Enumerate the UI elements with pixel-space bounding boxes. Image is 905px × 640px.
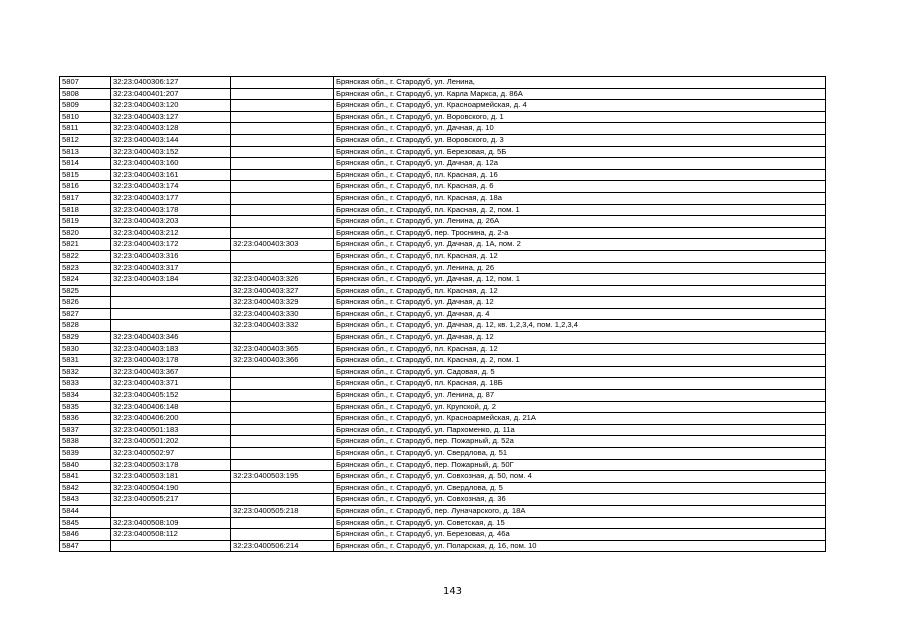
new-cadastral-number-cell bbox=[231, 448, 334, 460]
table-row bbox=[60, 227, 826, 239]
table-row bbox=[60, 505, 826, 517]
table-row bbox=[60, 471, 826, 483]
address-cell: Брянская обл., г. Стародуб, пл. Красная, д. 12 bbox=[334, 285, 826, 297]
cadastral-number-cell: 32:23:0400405:152 bbox=[111, 390, 231, 402]
row-number-cell: 5838 bbox=[60, 436, 111, 448]
cadastral-number-cell bbox=[111, 505, 231, 517]
table-row bbox=[60, 146, 826, 158]
row-number-cell: 5832 bbox=[60, 366, 111, 378]
address-cell: Брянская обл., г. Стародуб, ул. Дачная, д. 12, пом. 1 bbox=[334, 274, 826, 286]
cadastral-number-cell bbox=[111, 320, 231, 332]
new-cadastral-number-cell: 32:23:0400503:195 bbox=[231, 471, 334, 483]
table-row bbox=[60, 482, 826, 494]
address-cell: Брянская обл., г. Стародуб, ул. Красноармейская, д. 21А bbox=[334, 413, 826, 425]
table-row bbox=[60, 123, 826, 135]
cadastral-number-cell bbox=[111, 540, 231, 552]
page-number: 143 bbox=[442, 586, 463, 597]
table-row bbox=[60, 262, 826, 274]
cadastral-number-cell: 32:23:0400403:184 bbox=[111, 274, 231, 286]
row-number-cell: 5822 bbox=[60, 250, 111, 262]
row-number-cell: 5808 bbox=[60, 88, 111, 100]
new-cadastral-number-cell bbox=[231, 332, 334, 344]
address-cell: Брянская обл., г. Стародуб, ул. Свердлова, д. 5 bbox=[334, 482, 826, 494]
row-number-cell: 5831 bbox=[60, 355, 111, 367]
row-number-cell: 5839 bbox=[60, 448, 111, 460]
table-row bbox=[60, 436, 826, 448]
row-number-cell: 5840 bbox=[60, 459, 111, 471]
new-cadastral-number-cell: 32:23:0400403:366 bbox=[231, 355, 334, 367]
table-row bbox=[60, 308, 826, 320]
new-cadastral-number-cell bbox=[231, 459, 334, 471]
cadastral-number-cell: 32:23:0400403:120 bbox=[111, 100, 231, 112]
table-row bbox=[60, 517, 826, 529]
cadastral-number-cell: 32:23:0400403:371 bbox=[111, 378, 231, 390]
cadastral-number-cell: 32:23:0400403:178 bbox=[111, 204, 231, 216]
row-number-cell: 5821 bbox=[60, 239, 111, 251]
row-number-cell: 5819 bbox=[60, 216, 111, 228]
address-cell: Брянская обл., г. Стародуб, пер. Луначарского, д. 18А bbox=[334, 505, 826, 517]
new-cadastral-number-cell bbox=[231, 204, 334, 216]
cadastral-number-cell: 32:23:0400403:128 bbox=[111, 123, 231, 135]
table-row bbox=[60, 169, 826, 181]
cadastral-number-cell: 32:23:0400403:203 bbox=[111, 216, 231, 228]
new-cadastral-number-cell bbox=[231, 77, 334, 89]
cadastral-number-cell bbox=[111, 297, 231, 309]
new-cadastral-number-cell: 32:23:0400403:327 bbox=[231, 285, 334, 297]
table-row bbox=[60, 274, 826, 286]
address-cell: Брянская обл., г. Стародуб, пл. Красная, д. 12 bbox=[334, 250, 826, 262]
table-row bbox=[60, 181, 826, 193]
table-row bbox=[60, 355, 826, 367]
cadastral-number-cell: 32:23:0400403:172 bbox=[111, 239, 231, 251]
cadastral-number-cell: 32:23:0400501:202 bbox=[111, 436, 231, 448]
cadastral-number-cell: 32:23:0400403:127 bbox=[111, 111, 231, 123]
address-cell: Брянская обл., г. Стародуб, ул. Советская, д. 15 bbox=[334, 517, 826, 529]
table-row bbox=[60, 100, 826, 112]
row-number-cell: 5820 bbox=[60, 227, 111, 239]
table-row bbox=[60, 401, 826, 413]
row-number-cell: 5833 bbox=[60, 378, 111, 390]
table-row bbox=[60, 378, 826, 390]
cadastral-number-cell: 32:23:0400501:183 bbox=[111, 424, 231, 436]
address-cell: Брянская обл., г. Стародуб, ул. Садовая, д. 5 bbox=[334, 366, 826, 378]
row-number-cell: 5845 bbox=[60, 517, 111, 529]
row-number-cell: 5823 bbox=[60, 262, 111, 274]
address-cell: Брянская обл., г. Стародуб, пл. Красная, д. 6 bbox=[334, 181, 826, 193]
address-cell: Брянская обл., г. Стародуб, ул. Совхозная, д. 50, пом. 4 bbox=[334, 471, 826, 483]
row-number-cell: 5811 bbox=[60, 123, 111, 135]
address-cell: Брянская обл., г. Стародуб, ул. Дачная, д. 12, кв. 1,2,3,4, пом. 1,2,3,4 bbox=[334, 320, 826, 332]
cadastral-number-cell: 32:23:0400502:97 bbox=[111, 448, 231, 460]
row-number-cell: 5815 bbox=[60, 169, 111, 181]
cadastral-number-cell: 32:23:0400403:346 bbox=[111, 332, 231, 344]
row-number-cell: 5826 bbox=[60, 297, 111, 309]
table-row bbox=[60, 77, 826, 89]
new-cadastral-number-cell: 32:23:0400403:326 bbox=[231, 274, 334, 286]
cadastral-number-cell: 32:23:0400403:174 bbox=[111, 181, 231, 193]
cadastral-number-cell: 32:23:0400401:207 bbox=[111, 88, 231, 100]
cadastral-number-cell: 32:23:0400508:109 bbox=[111, 517, 231, 529]
address-cell: Брянская обл., г. Стародуб, ул. Березовая, д. 46а bbox=[334, 529, 826, 541]
new-cadastral-number-cell bbox=[231, 123, 334, 135]
table-row bbox=[60, 332, 826, 344]
table-row bbox=[60, 216, 826, 228]
address-cell: Брянская обл., г. Стародуб, пл. Красная, д. 16 bbox=[334, 169, 826, 181]
address-cell: Брянская обл., г. Стародуб, пл. Красная, д. 2, пом. 1 bbox=[334, 204, 826, 216]
row-number-cell: 5809 bbox=[60, 100, 111, 112]
cadastral-number-cell bbox=[111, 308, 231, 320]
new-cadastral-number-cell bbox=[231, 100, 334, 112]
new-cadastral-number-cell bbox=[231, 366, 334, 378]
new-cadastral-number-cell bbox=[231, 436, 334, 448]
row-number-cell: 5807 bbox=[60, 77, 111, 89]
address-cell: Брянская обл., г. Стародуб, ул. Совхозная, д. 36 bbox=[334, 494, 826, 506]
address-cell: Брянская обл., г. Стародуб, ул. Красноармейская, д. 4 bbox=[334, 100, 826, 112]
cadastral-number-cell: 32:23:0400505:217 bbox=[111, 494, 231, 506]
address-cell: Брянская обл., г. Стародуб, ул. Дачная, д. 10 bbox=[334, 123, 826, 135]
table-row bbox=[60, 111, 826, 123]
address-cell: Брянская обл., г. Стародуб, пер. Пожарный, д. 52а bbox=[334, 436, 826, 448]
cadastral-number-cell: 32:23:0400403:152 bbox=[111, 146, 231, 158]
table-row bbox=[60, 88, 826, 100]
table-row bbox=[60, 285, 826, 297]
cadastral-number-cell: 32:23:0400403:212 bbox=[111, 227, 231, 239]
new-cadastral-number-cell bbox=[231, 181, 334, 193]
address-cell: Брянская обл., г. Стародуб, ул. Воровского, д. 3 bbox=[334, 134, 826, 146]
row-number-cell: 5816 bbox=[60, 181, 111, 193]
table-row bbox=[60, 192, 826, 204]
address-cell: Брянская обл., г. Стародуб, ул. Дачная, д. 4 bbox=[334, 308, 826, 320]
row-number-cell: 5843 bbox=[60, 494, 111, 506]
cadastral-number-cell: 32:23:0400306:127 bbox=[111, 77, 231, 89]
address-cell: Брянская обл., г. Стародуб, ул. Воровского, д. 1 bbox=[334, 111, 826, 123]
new-cadastral-number-cell bbox=[231, 111, 334, 123]
table-row bbox=[60, 366, 826, 378]
new-cadastral-number-cell: 32:23:0400403:365 bbox=[231, 343, 334, 355]
cadastral-number-cell bbox=[111, 285, 231, 297]
new-cadastral-number-cell bbox=[231, 378, 334, 390]
cadastral-number-cell: 32:23:0400403:178 bbox=[111, 355, 231, 367]
row-number-cell: 5810 bbox=[60, 111, 111, 123]
row-number-cell: 5842 bbox=[60, 482, 111, 494]
new-cadastral-number-cell bbox=[231, 169, 334, 181]
row-number-cell: 5817 bbox=[60, 192, 111, 204]
row-number-cell: 5841 bbox=[60, 471, 111, 483]
address-cell: Брянская обл., г. Стародуб, ул. Дачная, д. 12 bbox=[334, 332, 826, 344]
address-cell: Брянская обл., г. Стародуб, пл. Красная, д. 18а bbox=[334, 192, 826, 204]
table-row bbox=[60, 250, 826, 262]
address-cell: Брянская обл., г. Стародуб, ул. Карла Маркса, д. 86А bbox=[334, 88, 826, 100]
address-cell: Брянская обл., г. Стародуб, пл. Красная, д. 18Б bbox=[334, 378, 826, 390]
table-row bbox=[60, 239, 826, 251]
new-cadastral-number-cell bbox=[231, 401, 334, 413]
row-number-cell: 5828 bbox=[60, 320, 111, 332]
address-cell: Брянская обл., г. Стародуб, пл. Красная, д. 2, пом. 1 bbox=[334, 355, 826, 367]
cadastral-number-cell: 32:23:0400406:148 bbox=[111, 401, 231, 413]
new-cadastral-number-cell bbox=[231, 424, 334, 436]
new-cadastral-number-cell bbox=[231, 134, 334, 146]
address-cell: Брянская обл., г. Стародуб, ул. Ленина, д. 26 bbox=[334, 262, 826, 274]
address-cell: Брянская обл., г. Стародуб, ул. Дачная, д. 12а bbox=[334, 158, 826, 170]
address-cell: Брянская обл., г. Стародуб, пер. Троснина, д. 2-а bbox=[334, 227, 826, 239]
row-number-cell: 5814 bbox=[60, 158, 111, 170]
new-cadastral-number-cell: 32:23:0400403:330 bbox=[231, 308, 334, 320]
address-cell: Брянская обл., г. Стародуб, пер. Пожарный, д. 50Г bbox=[334, 459, 826, 471]
address-cell: Брянская обл., г. Стародуб, ул. Ленина, д. 87 bbox=[334, 390, 826, 402]
row-number-cell: 5837 bbox=[60, 424, 111, 436]
table-row bbox=[60, 158, 826, 170]
table-row bbox=[60, 540, 826, 552]
table-row bbox=[60, 320, 826, 332]
table-row bbox=[60, 529, 826, 541]
row-number-cell: 5836 bbox=[60, 413, 111, 425]
table-row bbox=[60, 413, 826, 425]
new-cadastral-number-cell bbox=[231, 482, 334, 494]
row-number-cell: 5844 bbox=[60, 505, 111, 517]
cadastral-number-cell: 32:23:0400406:200 bbox=[111, 413, 231, 425]
address-cell: Брянская обл., г. Стародуб, ул. Крупской, д. 2 bbox=[334, 401, 826, 413]
cadastral-number-cell: 32:23:0400403:183 bbox=[111, 343, 231, 355]
row-number-cell: 5824 bbox=[60, 274, 111, 286]
new-cadastral-number-cell bbox=[231, 250, 334, 262]
address-cell: Брянская обл., г. Стародуб, пл. Красная, д. 12 bbox=[334, 343, 826, 355]
row-number-cell: 5846 bbox=[60, 529, 111, 541]
cadastral-number-cell: 32:23:0400403:317 bbox=[111, 262, 231, 274]
cadastral-number-cell: 32:23:0400503:178 bbox=[111, 459, 231, 471]
new-cadastral-number-cell bbox=[231, 192, 334, 204]
new-cadastral-number-cell bbox=[231, 390, 334, 402]
register-table-body bbox=[60, 77, 826, 552]
cadastral-number-cell: 32:23:0400503:181 bbox=[111, 471, 231, 483]
row-number-cell: 5825 bbox=[60, 285, 111, 297]
row-number-cell: 5830 bbox=[60, 343, 111, 355]
cadastral-number-cell: 32:23:0400504:190 bbox=[111, 482, 231, 494]
row-number-cell: 5847 bbox=[60, 540, 111, 552]
new-cadastral-number-cell bbox=[231, 146, 334, 158]
new-cadastral-number-cell bbox=[231, 494, 334, 506]
new-cadastral-number-cell bbox=[231, 88, 334, 100]
new-cadastral-number-cell: 32:23:0400403:332 bbox=[231, 320, 334, 332]
table-row bbox=[60, 134, 826, 146]
row-number-cell: 5834 bbox=[60, 390, 111, 402]
table-row bbox=[60, 448, 826, 460]
row-number-cell: 5813 bbox=[60, 146, 111, 158]
address-cell: Брянская обл., г. Стародуб, ул. Ленина, д. 26А bbox=[334, 216, 826, 228]
table-row bbox=[60, 343, 826, 355]
table-row bbox=[60, 297, 826, 309]
address-cell: Брянская обл., г. Стародуб, ул. Ленина, bbox=[334, 77, 826, 89]
cadastral-number-cell: 32:23:0400403:160 bbox=[111, 158, 231, 170]
table-row bbox=[60, 459, 826, 471]
address-cell: Брянская обл., г. Стародуб, ул. Дачная, д. 1А, пом. 2 bbox=[334, 239, 826, 251]
new-cadastral-number-cell bbox=[231, 227, 334, 239]
new-cadastral-number-cell bbox=[231, 529, 334, 541]
new-cadastral-number-cell: 32:23:0400403:329 bbox=[231, 297, 334, 309]
cadastral-number-cell: 32:23:0400403:177 bbox=[111, 192, 231, 204]
new-cadastral-number-cell bbox=[231, 216, 334, 228]
cadastral-number-cell: 32:23:0400508:112 bbox=[111, 529, 231, 541]
address-cell: Брянская обл., г. Стародуб, ул. Березовая, д. 5Б bbox=[334, 146, 826, 158]
row-number-cell: 5818 bbox=[60, 204, 111, 216]
new-cadastral-number-cell bbox=[231, 262, 334, 274]
address-cell: Брянская обл., г. Стародуб, ул. Поларская, д. 16, пом. 10 bbox=[334, 540, 826, 552]
address-cell: Брянская обл., г. Стародуб, ул. Пархоменко, д. 11а bbox=[334, 424, 826, 436]
cadastral-number-cell: 32:23:0400403:144 bbox=[111, 134, 231, 146]
row-number-cell: 5835 bbox=[60, 401, 111, 413]
cadastral-number-cell: 32:23:0400403:161 bbox=[111, 169, 231, 181]
address-cell: Брянская обл., г. Стародуб, ул. Дачная, д. 12 bbox=[334, 297, 826, 309]
table-row bbox=[60, 494, 826, 506]
table-row bbox=[60, 390, 826, 402]
row-number-cell: 5812 bbox=[60, 134, 111, 146]
new-cadastral-number-cell bbox=[231, 517, 334, 529]
row-number-cell: 5827 bbox=[60, 308, 111, 320]
new-cadastral-number-cell: 32:23:0400403:303 bbox=[231, 239, 334, 251]
row-number-cell: 5829 bbox=[60, 332, 111, 344]
register-table bbox=[59, 76, 826, 552]
cadastral-number-cell: 32:23:0400403:367 bbox=[111, 366, 231, 378]
cadastral-number-cell: 32:23:0400403:316 bbox=[111, 250, 231, 262]
new-cadastral-number-cell bbox=[231, 413, 334, 425]
new-cadastral-number-cell: 32:23:0400505:218 bbox=[231, 505, 334, 517]
table-row bbox=[60, 424, 826, 436]
new-cadastral-number-cell bbox=[231, 158, 334, 170]
table-row bbox=[60, 204, 826, 216]
address-cell: Брянская обл., г. Стародуб, ул. Свердлова, д. 51 bbox=[334, 448, 826, 460]
new-cadastral-number-cell: 32:23:0400506:214 bbox=[231, 540, 334, 552]
